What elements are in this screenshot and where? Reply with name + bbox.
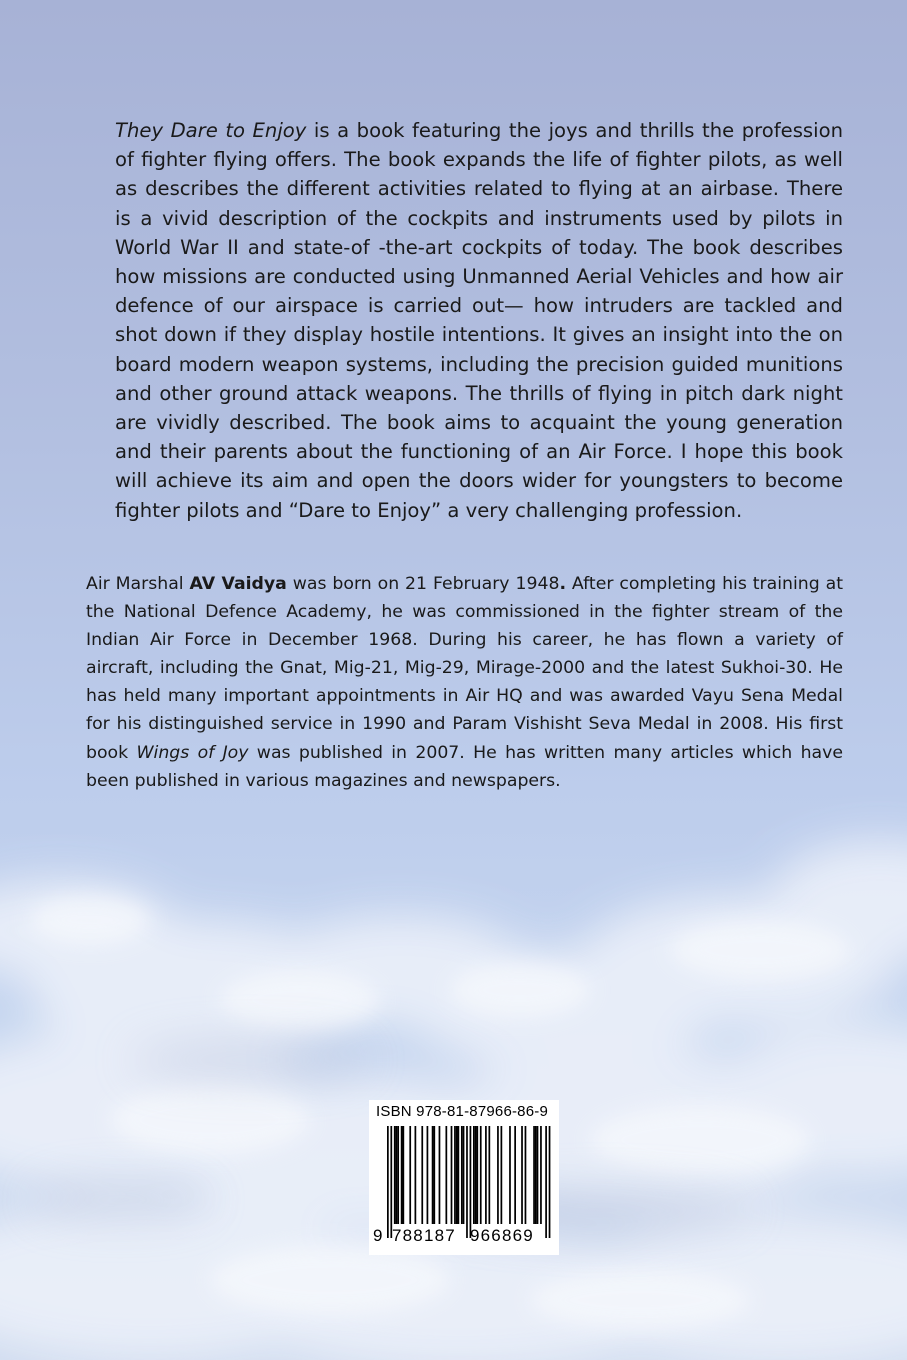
barcode-bar [475, 1126, 477, 1224]
barcode-bar [480, 1126, 482, 1224]
barcode-bar [525, 1126, 527, 1224]
isbn-barcode [369, 1100, 559, 1255]
barcode-bar [397, 1126, 399, 1224]
barcode-bar [445, 1126, 447, 1224]
barcode-bar [485, 1126, 487, 1224]
barcode-bar [454, 1126, 456, 1224]
barcode-bar [533, 1126, 535, 1224]
barcode-bar [521, 1126, 523, 1224]
isbn-label: ISBN 978-81-87966-86-9 [376, 1103, 549, 1120]
barcode-bar [390, 1126, 392, 1238]
barcode-bar [401, 1126, 403, 1224]
book-title: They Dare to Enjoy [115, 119, 307, 142]
barcode-bar [402, 1126, 404, 1224]
barcode-bar [535, 1126, 537, 1224]
barcode-bar [451, 1126, 453, 1224]
barcode-bar [458, 1126, 460, 1224]
bio-part1: was born on 21 February 1948 [286, 574, 560, 594]
barcode-bar [540, 1126, 542, 1224]
barcode-digits-left: 788187 [392, 1226, 456, 1245]
barcode-bar [409, 1126, 411, 1224]
barcode-bar [433, 1126, 435, 1224]
barcode-bar [396, 1126, 398, 1224]
author-name: AV Vaidya [189, 574, 287, 594]
book-blurb [115, 116, 843, 525]
bio-period: . [559, 574, 567, 594]
barcode-bar [509, 1126, 511, 1224]
barcode-digit-first: 9 [373, 1226, 383, 1245]
barcode-bar [439, 1126, 441, 1224]
first-book-title: Wings of Joy [136, 742, 249, 763]
barcode-bar [476, 1126, 478, 1224]
barcode-bar [473, 1126, 475, 1224]
bio-part3: was published in 2007. He has written many articles which have been published in various magazines and newspapers. [86, 742, 843, 791]
barcode-bar [497, 1126, 499, 1224]
barcode-bar [463, 1126, 465, 1224]
barcode-bar [537, 1126, 539, 1224]
barcode-bar [514, 1126, 516, 1224]
barcode-digits-right: 966869 [470, 1226, 534, 1245]
barcode-bar [461, 1126, 463, 1224]
bio-part2: After completing his training at the National Defence Academy, he was commissioned in the fighter stream of the Indian Air Force in December 1968. During his career, he has flown a variety of aircraft, including the Gnat, Mig-21, Mig-29, Mirage-2000 and the latest Sukhoi-30. He has held many important appointments in Air HQ and was awarded Vayu Sena Medal for his distinguished service in 1990 and Param Vishisht Seva Medal in 2008. His first book [86, 574, 843, 763]
barcode-bar [545, 1126, 547, 1238]
barcode-bar [387, 1126, 389, 1238]
barcode-bar [432, 1126, 434, 1224]
barcode-bar [501, 1126, 503, 1224]
barcode-bar [394, 1126, 396, 1224]
author-bio [86, 570, 843, 795]
barcode-bar [421, 1126, 423, 1224]
barcode-bar [456, 1126, 458, 1224]
bio-prefix: Air Marshal [86, 574, 190, 594]
barcode-bar [466, 1126, 468, 1238]
barcode-bar [427, 1126, 429, 1224]
blurb-text: is a book featuring the joys and thrills the profession of fighter flying offers. The book expands the life of fighter pilots, as well as describes the different activities related to flying at an airbase. There is a vivid description of the cockpits and instruments used by pilots in World War II and state-of -the-art cockpits of today. The book describes how missions are conducted using Unmanned Aerial Vehicles and how air defence of our airspace is carried out— how intruders are tackled and shot down if they display hostile intentions. It gives an insight into the on board modern weapon systems, including the precision guided munitions and other ground attack weapons. The thrills of flying in pitch dark night are vividly described. The book aims to acquaint the young generation and their parents about the functioning of an Air Force. I hope this book will achieve its aim and open the doors wider for youngsters to become fighter pilots and “Dare to Enjoy” a very challenging profession. [115, 119, 843, 522]
barcode-bar [549, 1126, 551, 1238]
barcode-bar [470, 1126, 472, 1238]
barcode-bar [415, 1126, 417, 1224]
barcode-bar [488, 1126, 490, 1224]
